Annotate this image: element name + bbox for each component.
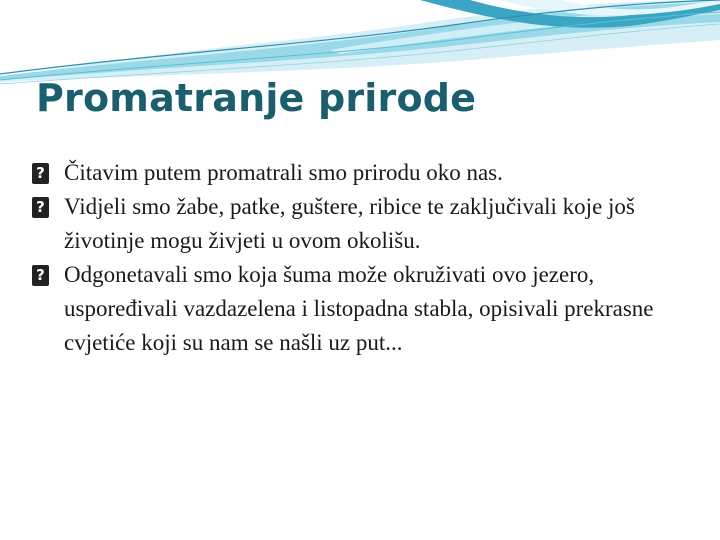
slide-title: Promatranje prirode bbox=[36, 76, 477, 120]
bullet-text: Vidjeli smo žabe, patke, guštere, ribice te zaključivali koje još životinje mogu živjeti u ovom okolišu. bbox=[64, 194, 635, 253]
bullet-text: Čitavim putem promatrali smo prirodu oko nas. bbox=[64, 160, 503, 185]
replacement-character-icon: ? bbox=[32, 197, 49, 218]
bullet-list bbox=[30, 156, 690, 360]
list-item bbox=[30, 156, 690, 190]
list-item bbox=[30, 190, 690, 258]
replacement-character-icon: ? bbox=[32, 265, 49, 286]
list-item bbox=[30, 258, 690, 360]
replacement-character-icon: ? bbox=[32, 163, 49, 184]
bullet-text: Odgonetavali smo koja šuma može okruživati ovo jezero, uspoređivali vazdazelena i listopadna stabla, opisivali prekrasne cvjetiće koji su nam se našli uz put... bbox=[64, 262, 654, 355]
